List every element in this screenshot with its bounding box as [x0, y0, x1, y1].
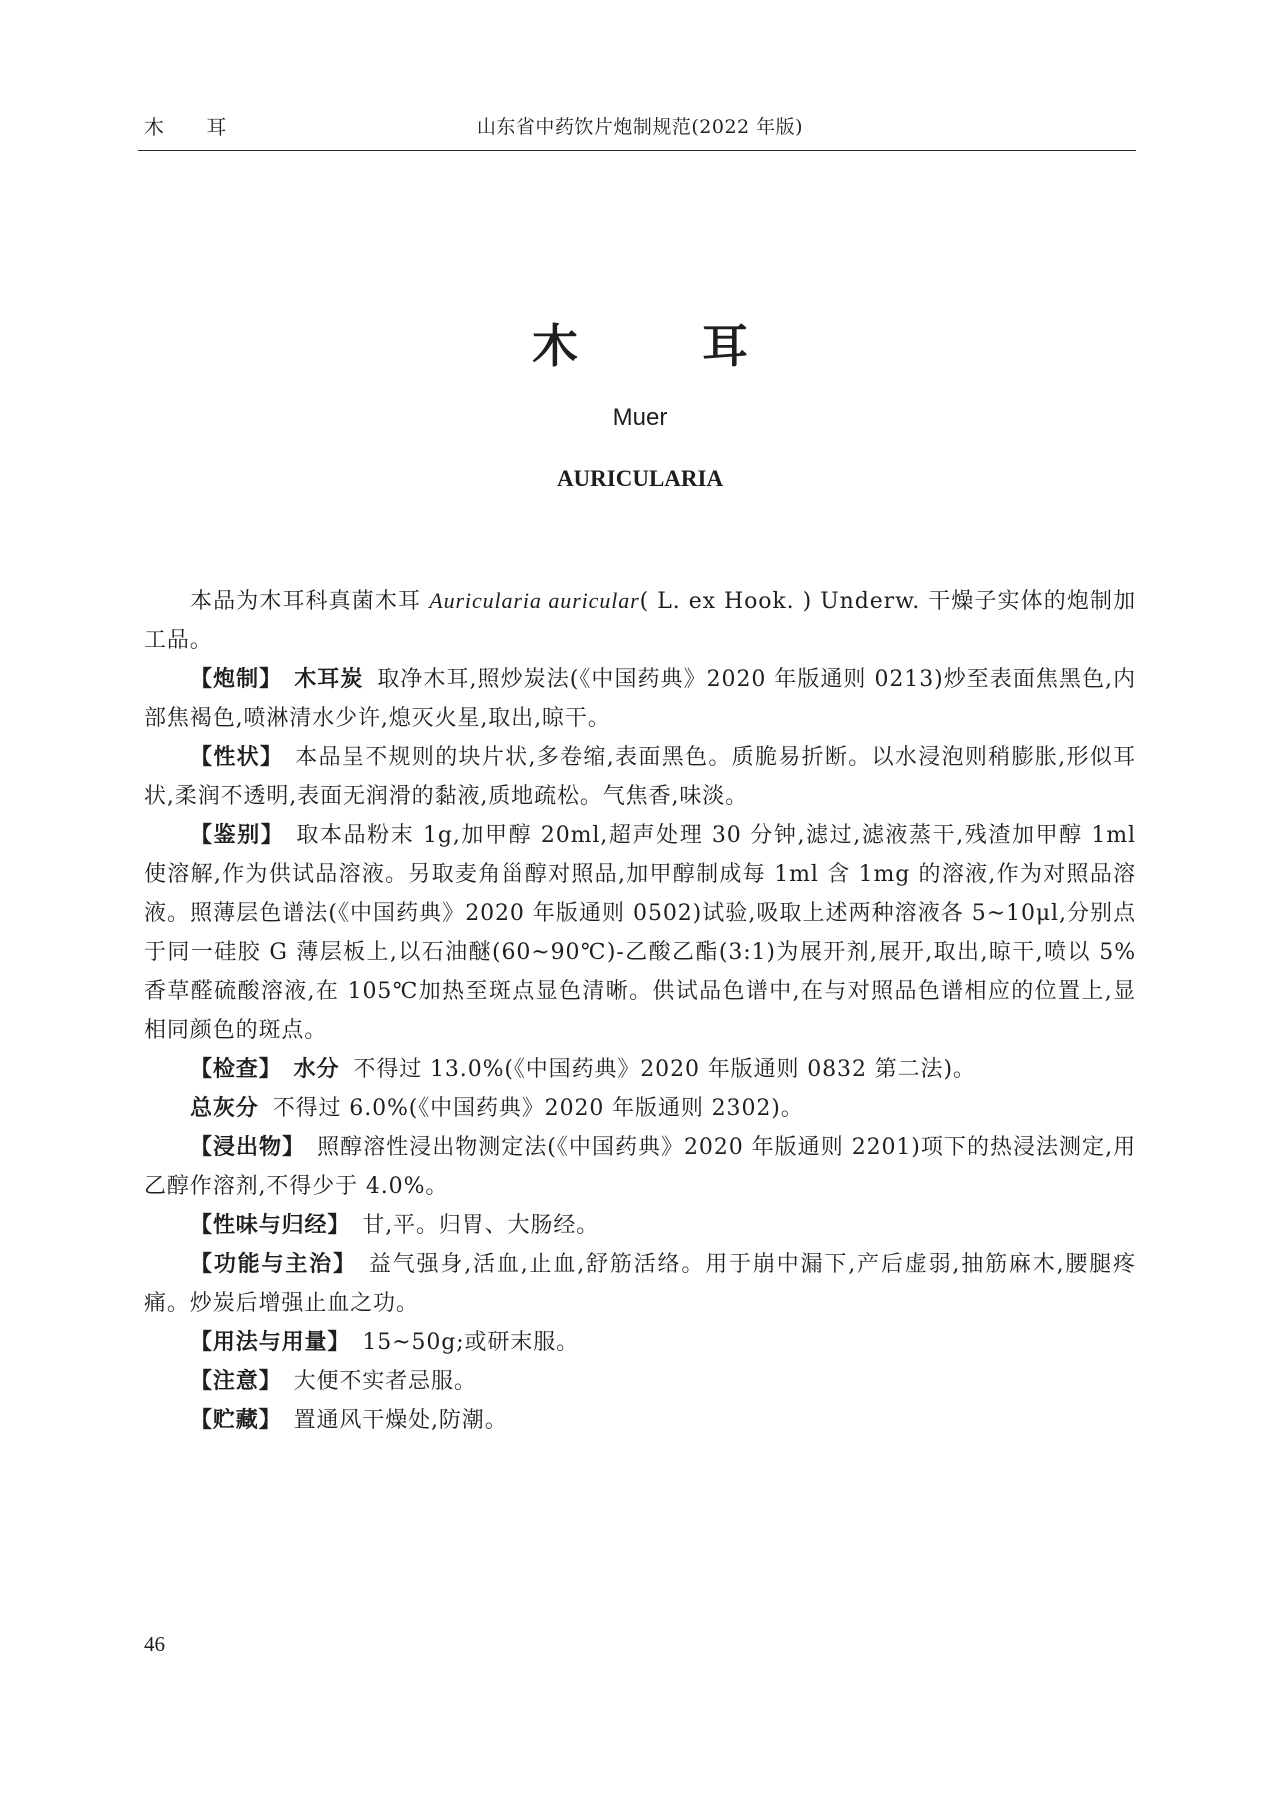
identification-text: 取本品粉末 1g,加甲醇 20ml,超声处理 30 分钟,滤过,滤液蒸干,残渣加甲醇 1ml 使溶解,作为供试品溶液。另取麦角甾醇对照品,加甲醇制成每 1ml 含 1mg 的溶液,作为对照品溶液。照薄层色谱法(《中国药典》2020 年版通则 0502)试验,吸取上述两种溶液各 5~10μl,分别点于同一硅胶 G 薄层板上,以石油醚(60~90℃)-乙酸乙酯(3:1)为展开剂,展开,取出,晾干,喷以 5%香草醛硫酸溶液,在 105℃加热至斑点显色清晰。供试品色谱中,在与对照品色谱相应的位置上,显相同颜色的斑点。 [144, 823, 1136, 1043]
monograph-title: 木 耳 [531, 319, 802, 373]
total-ash-text: 不得过 6.0%(《中国药典》2020 年版通则 2302)。 [272, 1096, 804, 1121]
section-label-inspection: 【检查】 [190, 1057, 282, 1082]
header-rule [138, 150, 1136, 151]
intro-text-end: ( L. ex Hook. ) Underw. 干燥子实体的炮制加工品。 [144, 589, 1136, 653]
monograph-body [144, 581, 1136, 1440]
paragraph-storage [144, 1401, 1136, 1440]
extract-text: 照醇溶性浸出物测定法(《中国药典》2020 年版通则 2201)项下的热浸法测定,用乙醇作溶剂,不得少于 4.0%。 [144, 1135, 1136, 1199]
paragraph-intro [144, 581, 1136, 660]
section-label-usage-dosage: 【用法与用量】 [190, 1330, 351, 1355]
paragraph-processing [144, 660, 1136, 738]
section-label-function: 【功能与主治】 [190, 1252, 357, 1277]
intro-latin-species: Auricularia auricular [429, 588, 640, 613]
running-header-entry: 木 耳 [144, 115, 245, 139]
section-label-nature-meridian: 【性味与归经】 [190, 1213, 351, 1238]
section-label-precautions: 【注意】 [190, 1369, 282, 1394]
sublabel-charred: 木耳炭 [294, 667, 364, 692]
paragraph-usage-dosage [144, 1323, 1136, 1362]
monograph-latin-name: AURICULARIA [556, 466, 724, 491]
description-text: 本品呈不规则的块片状,多卷缩,表面黑色。质脆易折断。以水浸泡则稍膨胀,形似耳状,柔润不透明,表面无润滑的黏液,质地疏松。气焦香,味淡。 [144, 745, 1136, 809]
paragraph-function [144, 1245, 1136, 1323]
section-label-identification: 【鉴别】 [190, 823, 285, 848]
sublabel-total-ash: 总灰分 [190, 1096, 259, 1121]
section-label-storage: 【贮藏】 [190, 1408, 282, 1433]
section-label-extract: 【浸出物】 [190, 1135, 306, 1160]
paragraph-precautions [144, 1362, 1136, 1401]
page-number: 46 [144, 1632, 165, 1656]
paragraph-total-ash [144, 1089, 1136, 1128]
sublabel-moisture: 水分 [293, 1057, 340, 1082]
paragraph-extract [144, 1128, 1136, 1206]
running-header-book-title: 山东省中药饮片炮制规范(2022 年版) [476, 116, 804, 138]
inspection-text: 不得过 13.0%(《中国药典》2020 年版通则 0832 第二法)。 [353, 1057, 976, 1082]
section-label-description: 【性状】 [190, 745, 284, 770]
paragraph-inspection [144, 1050, 1136, 1089]
section-label-processing: 【炮制】 [190, 667, 283, 692]
paragraph-nature-meridian [144, 1206, 1136, 1245]
paragraph-description [144, 738, 1136, 816]
function-text: 益气强身,活血,止血,舒筋活络。用于崩中漏下,产后虚弱,抽筋麻木,腰腿疼痛。炒炭后增强止血之功。 [144, 1252, 1136, 1316]
paragraph-identification [144, 816, 1136, 1050]
monograph-pinyin: Muer [612, 404, 668, 431]
usage-dosage-text: 15~50g;或研末服。 [362, 1330, 580, 1355]
precautions-text: 大便不实者忌服。 [293, 1369, 477, 1394]
storage-text: 置通风干燥处,防潮。 [293, 1408, 508, 1433]
processing-text: 取净木耳,照炒炭法(《中国药典》2020 年版通则 0213)炒至表面焦黑色,内部焦褐色,喷淋清水少许,熄灭火星,取出,晾干。 [144, 667, 1136, 731]
nature-meridian-text: 甘,平。归胃、大肠经。 [362, 1213, 600, 1238]
intro-text: 本品为木耳科真菌木耳 [190, 589, 430, 614]
